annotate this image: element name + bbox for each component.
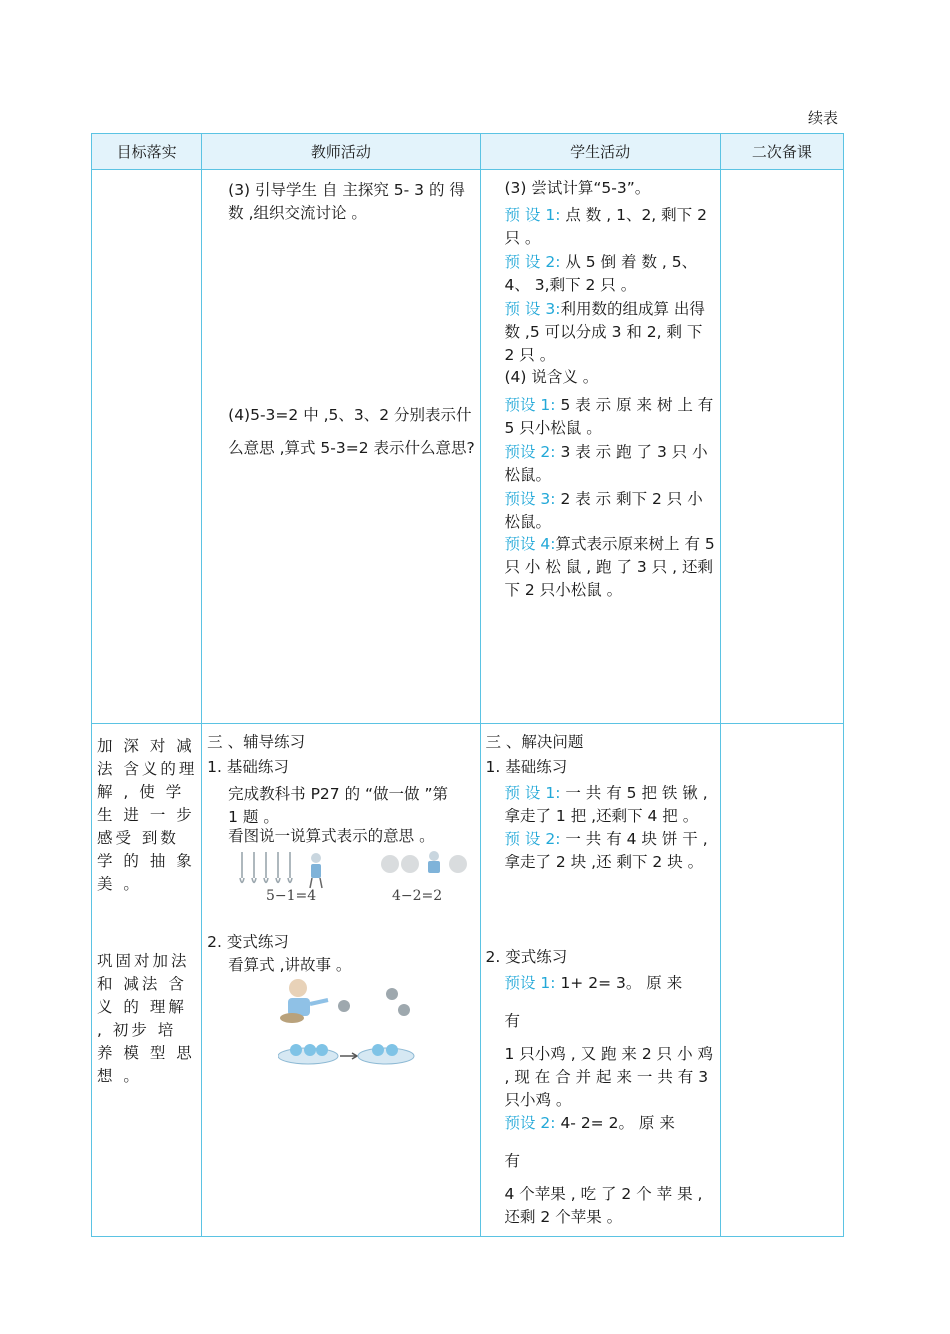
preset-label: 预 设 1: xyxy=(504,783,561,802)
continued-label: 续表 xyxy=(808,109,839,127)
preset-text: 从 5 倒 着 数 , 5、4、 3,剩下 2 只 。 xyxy=(504,253,698,295)
goal-cell xyxy=(92,170,202,724)
student-step-4: (4) 说含义 。 xyxy=(504,368,599,387)
preset-text: 一 共 有 4 块 饼 干 , 拿走了 2 块 ,还 剩下 2 块 。 xyxy=(504,829,708,871)
exercise-illustration xyxy=(232,848,472,904)
teacher-basic-task-2: 看图说一说算式表示的意思 。 xyxy=(228,826,435,845)
header-row xyxy=(92,134,844,170)
preset-text: 点 数 , 1、2, 剩下 2 只 。 xyxy=(504,206,707,248)
teacher-basic-heading: 1. 基础练习 xyxy=(207,757,289,776)
preset-label: 预设 2: xyxy=(504,443,556,462)
preset-label: 预设 1: xyxy=(504,396,556,415)
preset-text: 有 xyxy=(504,1011,521,1030)
table-row xyxy=(92,170,844,724)
teacher-variant-task: 看算式 ,讲故事 。 xyxy=(228,955,352,974)
header-teacher: 教师活动 xyxy=(202,134,480,170)
equation-label: 4−2=2 xyxy=(392,887,443,904)
child-icon xyxy=(310,853,322,888)
preset-text: 1 只小鸡 , 又 跑 来 2 只 小 鸡 , 现 在 合 并 起 来 一 共 有 3 只小鸡 。 xyxy=(504,1044,713,1109)
preset-item xyxy=(505,1112,717,1135)
preset-item xyxy=(505,972,717,995)
preset-text: 有 xyxy=(504,1151,521,1170)
preset-text: 4 个苹果 , 吃 了 2 个 苹 果 , 还剩 2 个苹果 。 xyxy=(504,1184,703,1226)
preset-item xyxy=(505,204,717,250)
preset-text: 5 表 示 原 来 树 上 有 5 只小松鼠 。 xyxy=(504,396,714,438)
preset-label: 预 设 2: xyxy=(504,829,561,848)
preset-label: 预设 2: xyxy=(504,1113,556,1132)
preset-label: 预 设 2: xyxy=(504,253,561,272)
meaning-item xyxy=(505,533,717,602)
shovel-icon xyxy=(240,852,292,883)
biscuit-icon xyxy=(381,855,467,873)
goal-cell xyxy=(92,723,202,1236)
child-icon xyxy=(288,979,328,1016)
meaning-item xyxy=(505,394,717,440)
prep-cell xyxy=(720,723,843,1236)
chick-illustration xyxy=(278,976,422,1072)
meaning-item xyxy=(505,441,717,487)
student-basic-heading: 1. 基础练习 xyxy=(485,757,568,776)
goal-text-2: 巩固对加法 和 减法 含 义 的 理解 , 初步 培 养 模 型 思想 。 xyxy=(97,951,195,1085)
preset-text: 3 表 示 跑 了 3 只 小 松鼠。 xyxy=(504,443,708,485)
preset-label: 预 设 1: xyxy=(504,206,561,225)
prep-cell xyxy=(720,170,843,724)
student-variant-heading: 2. 变式练习 xyxy=(485,947,568,966)
table-row xyxy=(92,723,844,1236)
equation-label: 5−1=4 xyxy=(266,887,317,904)
preset-text: 利用数的组成算 出得数 ,5 可以分成 3 和 2, 剩 下 2 只 。 xyxy=(504,300,705,365)
teacher-variant-heading: 2. 变式练习 xyxy=(207,932,289,951)
student-cell xyxy=(480,723,720,1236)
preset-label: 预 设 3: xyxy=(504,300,561,319)
preset-label: 预设 1: xyxy=(504,973,556,992)
child-icon xyxy=(428,851,440,873)
header-student: 学生活动 xyxy=(480,134,720,170)
preset-item xyxy=(505,251,717,297)
teacher-basic-task: 完成教科书 P27 的 “做一做 ”第 1 题 。 xyxy=(228,784,448,826)
header-goal: 目标落实 xyxy=(92,134,202,170)
student-step-3: (3) 尝试计算“5-3”。 xyxy=(504,179,651,198)
teacher-step-4: (4)5-3=2 中 ,5、3、2 分别表示什么意思 ,算式 5-3=2 表示什么意思? xyxy=(228,406,475,458)
teacher-cell xyxy=(202,170,480,724)
preset-item xyxy=(505,782,717,874)
teacher-section-heading: 三 、辅导练习 xyxy=(207,732,306,751)
preset-text: 算式表示原来树上 有 5 只 小 松 鼠 , 跑 了 3 只 , 还剩下 2 只小松鼠 。 xyxy=(504,535,715,600)
chick-icon xyxy=(338,988,410,1016)
teacher-cell xyxy=(202,723,480,1236)
preset-text: 2 表 示 剩下 2 只 小 松鼠。 xyxy=(504,490,703,532)
meaning-item xyxy=(505,488,717,534)
preset-text: 1+ 2= 3。 原 来 xyxy=(555,973,683,992)
preset-text: 一 共 有 5 把 铁 锹 , 拿走了 1 把 ,还剩下 4 把 。 xyxy=(504,783,708,825)
student-section-heading: 三 、解决问题 xyxy=(485,732,584,751)
preset-label: 预设 4: xyxy=(504,535,556,554)
goal-text-1: 加 深 对 减 法 含义的理解 , 使 学 生 进 一 步 感受 到数 学 的 抽 象 美 。 xyxy=(97,736,198,893)
lesson-table xyxy=(91,133,844,1237)
preset-text: 4- 2= 2。 原 来 xyxy=(555,1113,675,1132)
preset-label: 预设 3: xyxy=(504,490,556,509)
plate-icon xyxy=(278,1044,414,1064)
basket-icon xyxy=(280,1013,304,1023)
preset-item xyxy=(505,298,717,367)
student-cell xyxy=(480,170,720,724)
teacher-step-3: (3) 引导学生 自 主探究 5- 3 的 得数 ,组织交流讨论 。 xyxy=(228,181,465,223)
header-prep: 二次备课 xyxy=(720,134,843,170)
